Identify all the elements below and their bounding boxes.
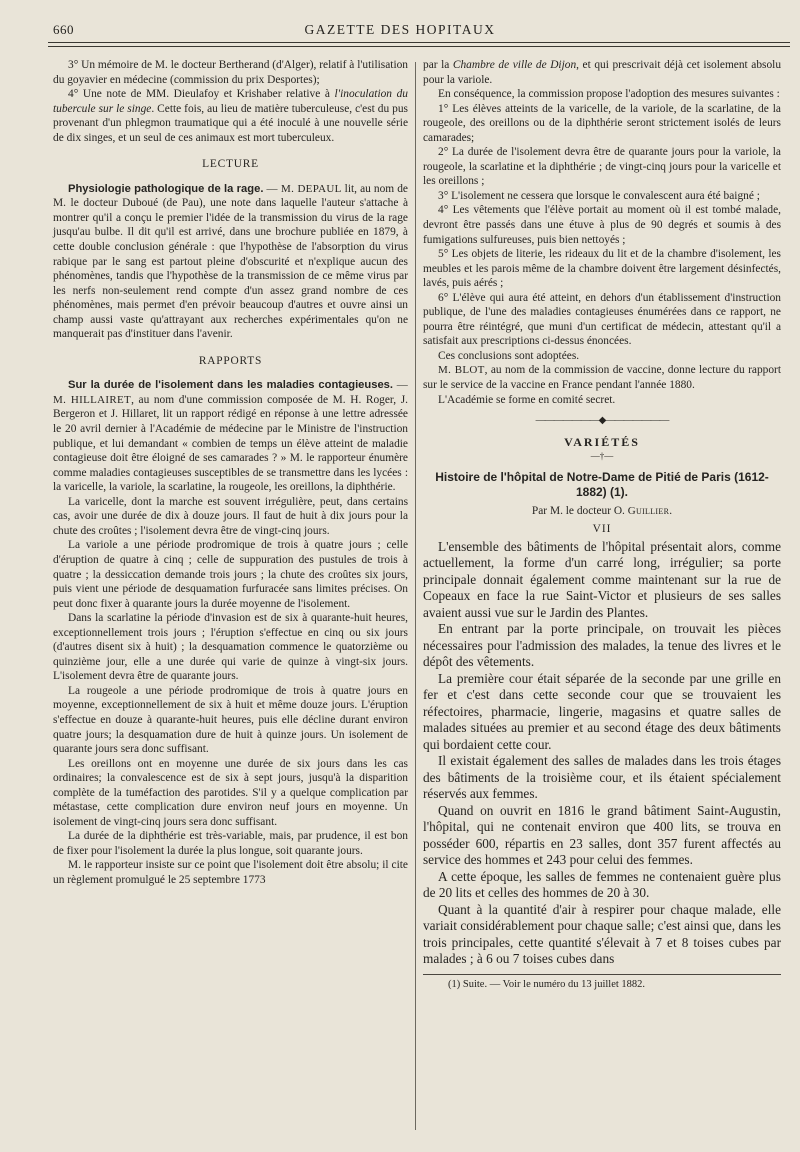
blot-paragraph	[423, 363, 781, 392]
rapport-title: Sur la durée de l'isolement dans les maladies contagieuses.	[68, 379, 394, 392]
item-3: 3° Un mémoire de M. le docteur Bertherand (d'Alger), relatif à l'utilisation du goyavier en médecine (commission du prix Desportes);	[53, 59, 408, 86]
lecture-paragraph	[53, 182, 408, 342]
item-4-italic: l'inoculation du tubercule sur le singe	[53, 88, 408, 115]
history-author	[423, 504, 781, 519]
left-column	[53, 58, 408, 888]
history-paragraph-2: En entrant par la porte principale, on trouvait les pièces nécessaires pour l'admission des malades, la tenue des livres et le dépôt des vêtements.	[423, 621, 781, 670]
measure-4: 4° Les vêtements que l'élève portait au moment où il est tombé malade, devront être passés dans une étuve à plus de 90 degrés et soumis à des fumigations sulfureuses, puis bien nettoyés ;	[423, 204, 781, 246]
blot-name: M. BLOT	[438, 364, 485, 377]
history-text	[423, 539, 781, 968]
history-paragraph-1: L'ensemble des bâtiments de l'hôpital présentait alors, comme actuellement, la forme d'un carré long, irrégulier; sa porte principale donnait également comme maintenant sur la rue de Copeaux en face la rue Saint-Victor et plusieurs de ses salles avaient aussi vue sur le Jardin des Plantes.	[423, 538, 781, 620]
rapport-paragraph	[53, 378, 408, 494]
history-author-prefix: Par M. le docteur O.	[531, 504, 628, 517]
measure-3: 3° L'isolement ne cessera que lorsque le convalescent aura été baigné ;	[438, 189, 760, 202]
history-author-suffix: .	[669, 504, 673, 517]
paragraph-varicelle: La varicelle, dont la marche est souvent irrégulière, peut, dans certains cas, avoir une durée de dix à douze jours. Il faut de huit à dix jours pour la chute des croûtes ; l'isolement devra être de vingt-cinq jours.	[53, 495, 408, 537]
paragraph-variole: La variole a une période prodromique de trois à quatre jours ; celle d'éruption de quatre à cinq ; celle de suppuration des pustules de trois à quatre ; la dessiccation demande trois jours ; la chute des croûtes six jours, puis vient une période de desquamation furfuracée sans limites précises. On peut donc fixer à quarante jours la durée moyenne de l'isolement.	[53, 539, 408, 610]
varietes-heading: VARIÉTÉS	[564, 434, 640, 449]
item-4	[53, 87, 408, 145]
measure-6: 6° L'élève qui aura été atteint, en dehors d'un établissement d'instruction publique, de l'une des maladies contagieuses énumérées dans ce rapport, ne pourra être réintégré, que muni d'un certificat de médecin, attestant qu'il a satisfait aux prescriptions ci-dessus énoncées.	[423, 291, 781, 348]
history-paragraph-7: Quant à la quantité d'air à respirer pour chaque malade, elle variait considérablement pour chaque salle; c'est ainsi que, dans les trois principales, cette quantité s'élevait à 7 et 8 toises cubes par malades ; à 6 ou 7 toises cubes dans	[423, 901, 781, 967]
lecture-title: Physiologie pathologique de la rage.	[68, 182, 264, 195]
rapport-intro: , au nom d'une commission composée de M. H. Roger, J. Bergeron et J. Hillaret, lit un rapport rédigé en réponse à une lettre adressée le 20 avril dernier à l'Académie de médecine par le Ministre de l'instruction publique, et lui demandant « combien de temps un élève atteint de maladie contagieuse doit être éloigné de ses camarades ? » M. le rapporteur énumère comme maladies contagieuses susceptibles de se transmettre dans les lycées : la varicelle, la variole, la scarlatine, la rougeole, les oreillons, la diphthérie.	[53, 393, 408, 494]
varietes-ornament: —†—	[590, 451, 614, 462]
history-paragraph-5: Quand on ouvrit en 1816 le grand bâtiment Saint-Augustin, l'hôpital, qui ne contenait environ que 400 lits, se trouva en posséder 600, répartis en 23 salles, dont 357 furent affectés au service des hommes et 243 pour celui des femmes.	[423, 802, 781, 868]
continuation-text-a: par la	[423, 59, 453, 71]
rapports-heading: RAPPORTS	[198, 354, 263, 367]
paragraph-diphtherie: La durée de la diphthérie est très-variable, mais, par prudence, il est bon de fixer pour l'isolement la durée la plus longue, soit quarante jours.	[53, 830, 408, 857]
history-paragraph-4: Il existait également des salles de malades dans les trois étages des bâtiments de la troisième cour, et ils étaient spécialement réservés aux femmes.	[423, 753, 781, 802]
history-paragraph-6: A cette époque, les salles de femmes ne contenaient guère plus de 20 lits et celles des hommes de 20 à 30.	[423, 868, 781, 901]
continuation-italic: Chambre de ville de Dijon	[452, 59, 577, 71]
lecture-author: — M. DEPAUL	[266, 182, 342, 195]
rapport-author: — M. HILLAIRET	[53, 379, 408, 406]
paragraph-rapporteur: M. le rapporteur insiste sur ce point que l'isolement doit être absolu; il cite un règlement promulgué le 25 septembre 1773	[53, 859, 408, 886]
column-separator	[415, 62, 416, 1130]
running-title: GAZETTE DES HOPITAUX	[304, 22, 496, 37]
paragraph-oreillons: Les oreillons ont en moyenne une durée de six jours dans les cas ordinaires; la convalescence est de six à sept jours, jusqu'à la disparition complète de la tuméfaction des parotides. S'il y a quelque complication par métastase, cette complication dure environ neuf jours en moyenne. Un isolement de vingt-cinq jours sera donc suffisant.	[53, 757, 408, 828]
section-ornament: ———————◆———————	[535, 415, 669, 427]
continuation-text-b: , et qui prescrivait déjà cet isolement absolu pour la variole.	[423, 59, 782, 86]
header-rule	[48, 42, 790, 43]
footnote: (1) Suite. — Voir le numéro du 13 juillet 1882.	[448, 978, 646, 990]
history-paragraph-3: La première cour était séparée de la seconde par une grille en fer et c'est dans cette seconde cour que se trouvaient les réfectoires, pharmacie, lingerie, magasins et quatre salles de malades situées au premier et au second étage des deux bâtiments qui bordaient cette cour.	[423, 670, 781, 752]
measure-1: 1° Les élèves atteints de la varicelle, de la variole, de la scarlatine, de la rougeole, des oreillons ou de la diphthérie seront strictement isolés de leurs camarades;	[423, 102, 781, 144]
lecture-heading: LECTURE	[202, 158, 259, 171]
secret-paragraph: L'Académie se forme en comité secret.	[438, 393, 616, 406]
history-title: Histoire de l'hôpital de Notre-Dame de Pitié de Paris (1612-1882) (1).	[435, 469, 769, 499]
consequence-paragraph: En conséquence, la commission propose l'adoption des mesures suivantes :	[438, 88, 780, 101]
chapter-number: VII	[592, 523, 612, 536]
continuation-paragraph	[423, 58, 781, 87]
measure-5: 5° Les objets de literie, les rideaux du lit et de la chambre d'isolement, les meubles et les parois même de la chambre doivent être largement désinfectés, lavés, puis aérés ;	[423, 248, 781, 290]
blot-text: , au nom de la commission de vaccine, donne lecture du rapport sur le service de la vaccine en France pendant l'année 1880.	[423, 364, 781, 392]
item-4-text-b: . Cette fois, au lieu de matière tuberculeuse, c'est du pus provenant d'un phlegmon traumatique qui a été inoculé à une nouvelle série de dix singes, et un seul de ces animaux est mort tuberculeux.	[53, 102, 408, 144]
history-author-name: Guillier	[627, 504, 670, 517]
adopted-paragraph: Ces conclusions sont adoptées.	[438, 349, 580, 362]
paragraph-rougeole: La rougeole a une période prodromique de trois à quatre jours en moyenne, exceptionnellement de six à huit et même douze jours. L'éruption s'effectue en douze à quarante-huit heures, puis elle décline durant environ quatre jours; la desquamation dure de huit à quinze jours. Un isolement de quarante jours sera donc suffisant.	[53, 684, 408, 756]
item-4-text-a: 4° Une note de MM. Dieulafoy et Krishaber relative à	[68, 88, 335, 101]
lecture-text: lit, au nom de M. le docteur Duboué (de Pau), une note dans laquelle l'auteur s'attache à montrer qu'il a conçu le premier l'idée de la transmission du virus de la rage jusqu'au bulbe. Il dit qu'il est arrivé, dans une brochure publiée en 1879, à cette double conclusion générale : que l'hypothèse de l'absorption du virus rabique par le sang est partout pleine d'obscurité et n'explique aucun des phénomènes, tandis que l'hypothèse de la transmission de ce même virus par les nerfs non-seulement rend compte d'un assez grand nombre de ces phénomènes, mais permet d'en prévoir beaucoup d'autres et ouvre ainsi un champ aussi vaste qu'attrayant aux recherches expérimentales qu'on ne manquerait pas d'instituer dans l'avenir.	[53, 182, 408, 341]
footnote-rule	[423, 974, 781, 975]
page-number: 660	[53, 22, 74, 37]
paragraph-scarlatine: Dans la scarlatine la période d'invasion est de six à quarante-huit heures, exceptionnellement trois jours ; l'éruption s'effectue en cinq ou six jours (d'autres disent six à huit) ; la desquamation commence le quatorzième ou quinzième jour, elle a une durée qui varie de quinze à vingt-six jours. L'isolement devra être de quarante jours.	[53, 612, 408, 683]
header-rule-thin	[48, 46, 790, 47]
right-column	[423, 58, 781, 991]
measure-2: 2° La durée de l'isolement devra être de quarante jours pour la variole, la rougeole, la scarlatine et la diphthérie ; de vingt-cinq jours pour la varicelle et les oreillons ;	[423, 146, 781, 188]
